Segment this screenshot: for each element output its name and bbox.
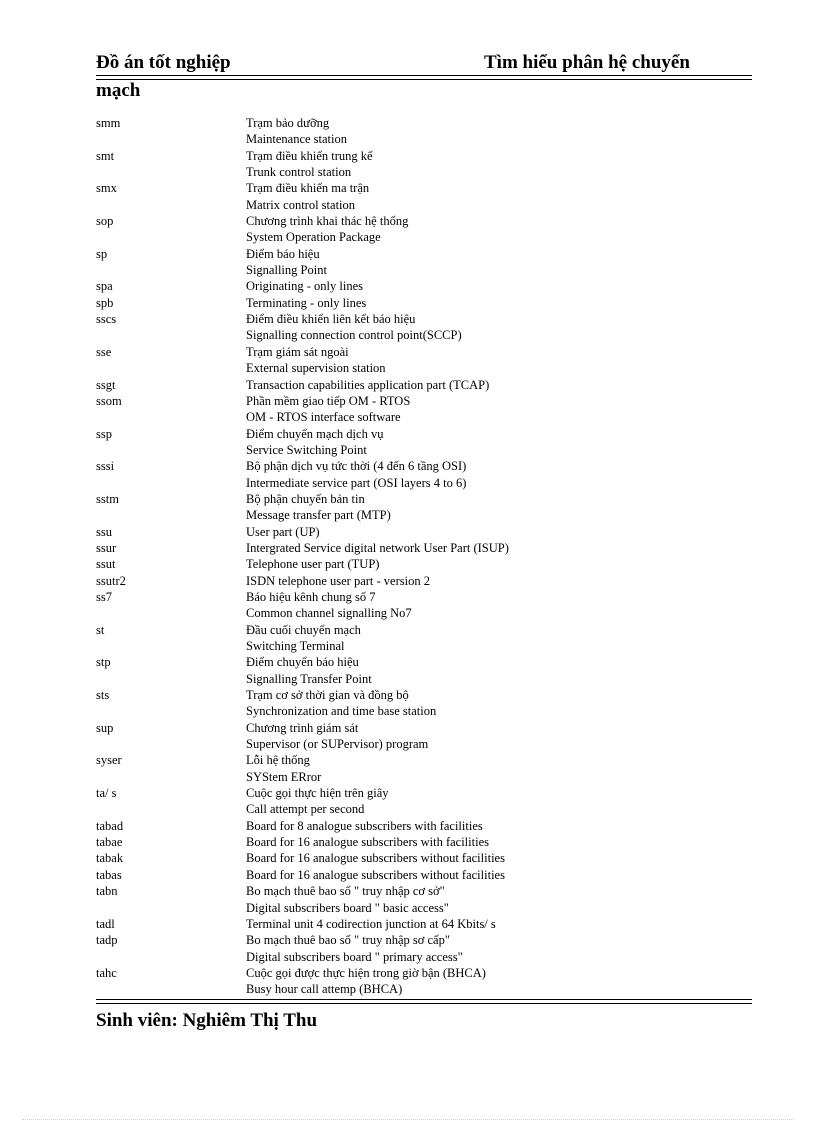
glossary-row <box>96 556 752 572</box>
glossary-row <box>96 654 752 670</box>
glossary-definition-english: Supervisor (or SUPervisor) program <box>246 737 429 752</box>
glossary-definition: Bộ phận chuyển bản tin <box>246 491 365 506</box>
glossary-abbreviation: ssut <box>96 557 116 572</box>
glossary-row <box>96 949 752 965</box>
glossary-definition-english: Digital subscribers board " primary access" <box>246 949 463 964</box>
glossary-row <box>96 377 752 393</box>
glossary-abbreviation: ta/ s <box>96 786 117 801</box>
glossary-row <box>96 638 752 654</box>
glossary-row <box>96 442 752 458</box>
glossary-definition-english: OM - RTOS interface software <box>246 410 401 425</box>
footer-student-name: Sinh viên: Nghiêm Thị Thu <box>96 1010 318 1031</box>
glossary-row <box>96 605 752 621</box>
glossary-definition-english: Digital subscribers board " basic access" <box>246 900 449 915</box>
glossary-row <box>96 229 752 245</box>
glossary-row <box>96 932 752 948</box>
glossary-row <box>96 687 752 703</box>
glossary-definition: Chương trình giám sát <box>246 720 359 735</box>
glossary-row <box>96 785 752 801</box>
glossary-abbreviation: tahc <box>96 965 117 980</box>
glossary-definition-english: Intermediate service part (OSI layers 4 to 6) <box>246 475 467 490</box>
glossary-row <box>96 916 752 932</box>
glossary-row <box>96 703 752 719</box>
glossary-abbreviation: tabn <box>96 884 118 899</box>
glossary-definition: Originating - only lines <box>246 279 363 294</box>
glossary-abbreviation: tabae <box>96 835 123 850</box>
glossary-row <box>96 965 752 981</box>
footer-double-rule <box>96 999 752 1004</box>
glossary-row <box>96 883 752 899</box>
glossary-row <box>96 393 752 409</box>
glossary-abbreviation: tadp <box>96 933 118 948</box>
glossary-definition-english: System Operation Package <box>246 230 381 245</box>
glossary-abbreviation: smx <box>96 181 117 196</box>
glossary-definition: Bộ phận dịch vụ tức thời (4 đến 6 tầng OSI) <box>246 459 467 474</box>
glossary-abbreviation: st <box>96 622 105 637</box>
glossary-abbreviation: tabad <box>96 818 124 833</box>
glossary-row <box>96 573 752 589</box>
glossary-row <box>96 540 752 556</box>
glossary-definition: Chương trình khai thác hệ thống <box>246 214 409 229</box>
glossary-row <box>96 900 752 916</box>
glossary-definition-english: Switching Terminal <box>246 639 345 653</box>
glossary-definition-english: Maintenance station <box>246 132 348 147</box>
glossary-row <box>96 671 752 687</box>
glossary-abbreviation: tabas <box>96 867 122 882</box>
glossary-abbreviation: spa <box>96 279 113 294</box>
glossary-definition: ISDN telephone user part - version 2 <box>246 573 430 588</box>
page-edge-divider <box>22 1119 794 1120</box>
glossary-abbreviation: tadl <box>96 916 115 931</box>
glossary-definition-english: Busy hour call attemp (BHCA) <box>246 982 403 997</box>
glossary-row <box>96 426 752 442</box>
glossary-row <box>96 148 752 164</box>
glossary-definition: Terminal unit 4 codirection junction at 64 Kbits/ s <box>246 916 496 931</box>
glossary-definition-english: Matrix control station <box>246 197 356 212</box>
glossary-definition: Báo hiệu kênh chung số 7 <box>246 589 376 604</box>
glossary-abbreviation: ssom <box>96 393 122 408</box>
glossary-abbreviation: syser <box>96 753 122 768</box>
glossary-definition-english: Message transfer part (MTP) <box>246 508 391 523</box>
glossary-definition: Board for 8 analogue subscribers with facilities <box>246 818 483 833</box>
header-left-title: Đồ án tốt nghiệp <box>96 52 231 73</box>
glossary-row <box>96 164 752 180</box>
glossary-row <box>96 311 752 327</box>
glossary-definition: Trạm điều khiển ma trận <box>246 181 370 196</box>
glossary-definition: Intergrated Service digital network User Part (ISUP) <box>246 540 509 555</box>
glossary-definition: Điểm chuyển mạch dịch vụ <box>246 426 384 441</box>
glossary-row <box>96 458 752 474</box>
glossary-definition: Bo mạch thuê bao số " truy nhập cơ sở" <box>246 884 445 899</box>
glossary-abbreviation: ssgt <box>96 377 116 392</box>
glossary-abbreviation: smm <box>96 116 121 130</box>
glossary-abbreviation: smt <box>96 148 115 163</box>
glossary-definition-english: Signalling connection control point(SCCP) <box>246 328 462 343</box>
glossary-abbreviation: ss7 <box>96 589 112 604</box>
glossary-definition: Điểm chuyển báo hiệu <box>246 655 359 670</box>
glossary-definition-english: Call attempt per second <box>246 802 365 817</box>
page-header <box>96 52 752 76</box>
glossary-abbreviation: sse <box>96 344 112 359</box>
glossary-abbreviation: sop <box>96 214 114 229</box>
glossary-definition: Trạm giám sát ngoài <box>246 344 349 359</box>
glossary-definition: Board for 16 analogue subscribers without facilities <box>246 867 505 882</box>
glossary-row <box>96 981 752 997</box>
glossary-row <box>96 491 752 507</box>
glossary-definition: Terminating - only lines <box>246 295 367 310</box>
glossary-row <box>96 736 752 752</box>
glossary-abbreviation: sstm <box>96 491 119 506</box>
glossary-definition: Cuộc gọi thực hiện trên giây <box>246 786 389 801</box>
glossary-definition: Trạm bảo dưỡng <box>246 116 330 130</box>
glossary-abbreviation: ssp <box>96 426 112 441</box>
glossary-row <box>96 327 752 343</box>
glossary-row <box>96 622 752 638</box>
glossary-definition-english: Synchronization and time base station <box>246 704 437 719</box>
glossary-row <box>96 867 752 883</box>
glossary-definition-english: SYStem ERror <box>246 769 322 784</box>
glossary-definition: Lỗi hệ thống <box>246 753 310 768</box>
glossary-abbreviation: sscs <box>96 312 117 327</box>
glossary-row <box>96 589 752 605</box>
glossary-definition: Board for 16 analogue subscribers without facilities <box>246 851 505 866</box>
glossary-abbreviation: ssutr2 <box>96 573 126 588</box>
glossary-row <box>96 818 752 834</box>
glossary-abbreviation: stp <box>96 655 111 670</box>
glossary-row <box>96 180 752 196</box>
glossary-row <box>96 360 752 376</box>
glossary-row <box>96 769 752 785</box>
glossary-abbreviation: sup <box>96 720 114 735</box>
glossary-definition-english: Service Switching Point <box>246 442 367 457</box>
glossary-definition-english: Signalling Transfer Point <box>246 671 372 686</box>
glossary-row <box>96 197 752 213</box>
glossary-list <box>96 115 752 998</box>
glossary-row <box>96 344 752 360</box>
glossary-row <box>96 131 752 147</box>
glossary-row <box>96 262 752 278</box>
glossary-definition-english: Trunk control station <box>246 165 352 180</box>
glossary-row <box>96 720 752 736</box>
glossary-row <box>96 850 752 866</box>
glossary-definition: Điểm báo hiệu <box>246 246 320 261</box>
glossary-row <box>96 834 752 850</box>
glossary-definition: Điểm điều khiển liên kết báo hiệu <box>246 312 416 327</box>
glossary-definition: Board for 16 analogue subscribers with facilities <box>246 835 489 850</box>
header-double-rule <box>96 75 752 80</box>
glossary-definition: User part (UP) <box>246 524 320 539</box>
glossary-abbreviation: spb <box>96 295 114 310</box>
glossary-definition: Trạm điều khiển trung kế <box>246 148 373 163</box>
glossary-definition: Phần mềm giao tiếp OM - RTOS <box>246 393 411 408</box>
glossary-abbreviation: sts <box>96 688 110 703</box>
glossary-abbreviation: ssu <box>96 524 112 539</box>
glossary-definition-english: Signalling Point <box>246 263 327 278</box>
glossary-definition-english: Common channel signalling No7 <box>246 606 412 621</box>
glossary-row <box>96 409 752 425</box>
glossary-row <box>96 507 752 523</box>
glossary-abbreviation: sp <box>96 246 108 261</box>
header-continuation: mạch <box>96 80 141 101</box>
glossary-definition-english: External supervision station <box>246 361 386 376</box>
glossary-definition: Bo mạch thuê bao số " truy nhập sơ cấp" <box>246 933 450 948</box>
glossary-definition: Telephone user part (TUP) <box>246 557 380 572</box>
glossary-abbreviation: sssi <box>96 459 115 474</box>
glossary-row <box>96 278 752 294</box>
glossary-row <box>96 752 752 768</box>
glossary-row <box>96 524 752 540</box>
glossary-row <box>96 246 752 262</box>
glossary-definition: Đầu cuối chuyển mạch <box>246 622 361 637</box>
glossary-row <box>96 295 752 311</box>
glossary-abbreviation: tabak <box>96 851 124 866</box>
glossary-row <box>96 213 752 229</box>
glossary-definition: Cuộc gọi được thực hiện trong giờ bận (BHCA) <box>246 965 486 980</box>
glossary-row <box>96 801 752 817</box>
glossary-row <box>96 115 752 131</box>
header-right-title: Tìm hiểu phân hệ chuyển <box>484 52 690 73</box>
glossary-definition: Trạm cơ sở thời gian và đồng bộ <box>246 688 409 703</box>
glossary-abbreviation: ssur <box>96 540 117 555</box>
glossary-row <box>96 475 752 491</box>
glossary-definition: Transaction capabilities application part (TCAP) <box>246 377 490 392</box>
